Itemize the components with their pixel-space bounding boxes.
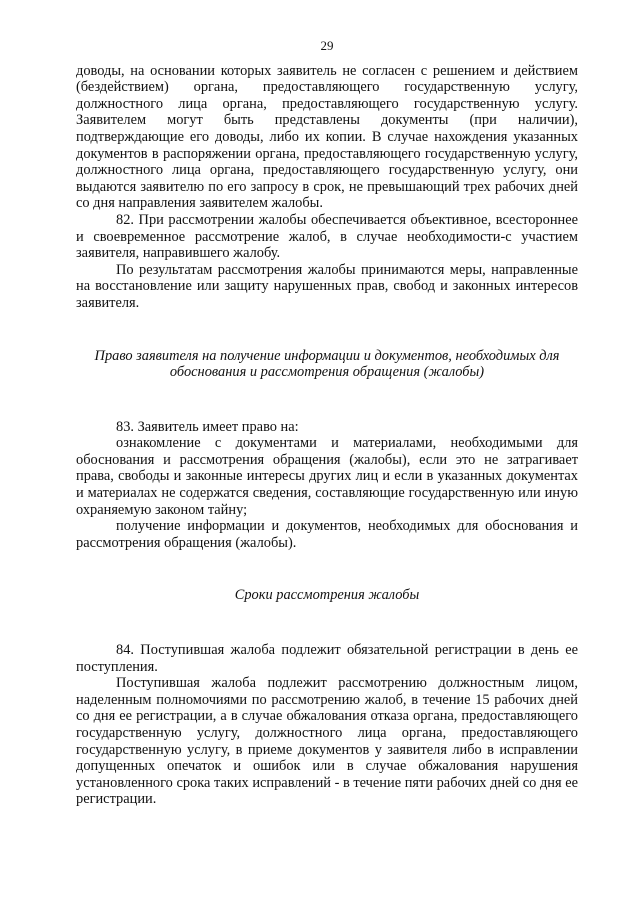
section-heading-deadlines: Сроки рассмотрения жалобы xyxy=(234,587,420,604)
section-heading-info-rights: Право заявителя на получение информации и документов, необходимых для обоснования и рассмотрения обращения (жалобы) xyxy=(94,347,560,381)
paragraph-83-item-1: ознакомление с документами и материалами, необходимыми для обоснования и рассмотрения обращения (жалобы), если это не затрагивает права, свободы и законные интересы других лиц и если в указанных документах и материалах не содержатся сведения, составляющие государственную или иную охраняемую законом тайну; xyxy=(76,435,578,518)
paragraph-83-item-2: получение информации и документов, необходимых для обоснования и рассмотрения обращения (жалобы). xyxy=(76,518,578,551)
paragraph-continuation: доводы, на основании которых заявитель не согласен с решением и действием (бездействием) органа, предоставляющего государственную услугу, должностного лица органа, предоставляющего государственную услугу. Заявителем могут быть представлены документы (при наличии), подтверждающие его доводы, либо их копии. В случае нахождения указанных документов в распоряжении органа, предоставляющего государственную услугу, должностного лица органа, предоставляющего государственную услугу, они выдаются заявителю по его запросу в срок, не превышающий трех рабочих дней со дня направления заявителем жалобы. xyxy=(76,62,578,212)
paragraph-82: 82. При рассмотрении жалобы обеспечивается объективное, всестороннее и своевременное рассмотрение жалоб, в случае необходимости-с участием заявителя, направившего жалобу. xyxy=(76,211,578,262)
paragraph-results: По результатам рассмотрения жалобы принимаются меры, направленные на восстановление или защиту нарушенных прав, свобод и законных интересов заявителя. xyxy=(76,261,578,311)
paragraph-83: 83. Заявитель имеет право на: xyxy=(116,418,299,435)
paragraph-84: 84. Поступившая жалоба подлежит обязательной регистрации в день ее поступления. xyxy=(76,642,578,675)
page-number: 29 xyxy=(320,38,334,53)
paragraph-84-terms: Поступившая жалоба подлежит рассмотрению должностным лицом, наделенным полномочиями по рассмотрению жалоб, в течение 15 рабочих дней со дня ее регистрации, а в случае обжалования отказа органа, предоставляющего государственную услугу, должностного лица органа, предоставляющего государственную услугу, в приеме документов у заявителя либо в исправлении допущенных опечаток и ошибок или в случае обжалования нарушения установленного срока таких исправлений - в течение пяти рабочих дней со дня ее регистрации. xyxy=(76,675,578,808)
